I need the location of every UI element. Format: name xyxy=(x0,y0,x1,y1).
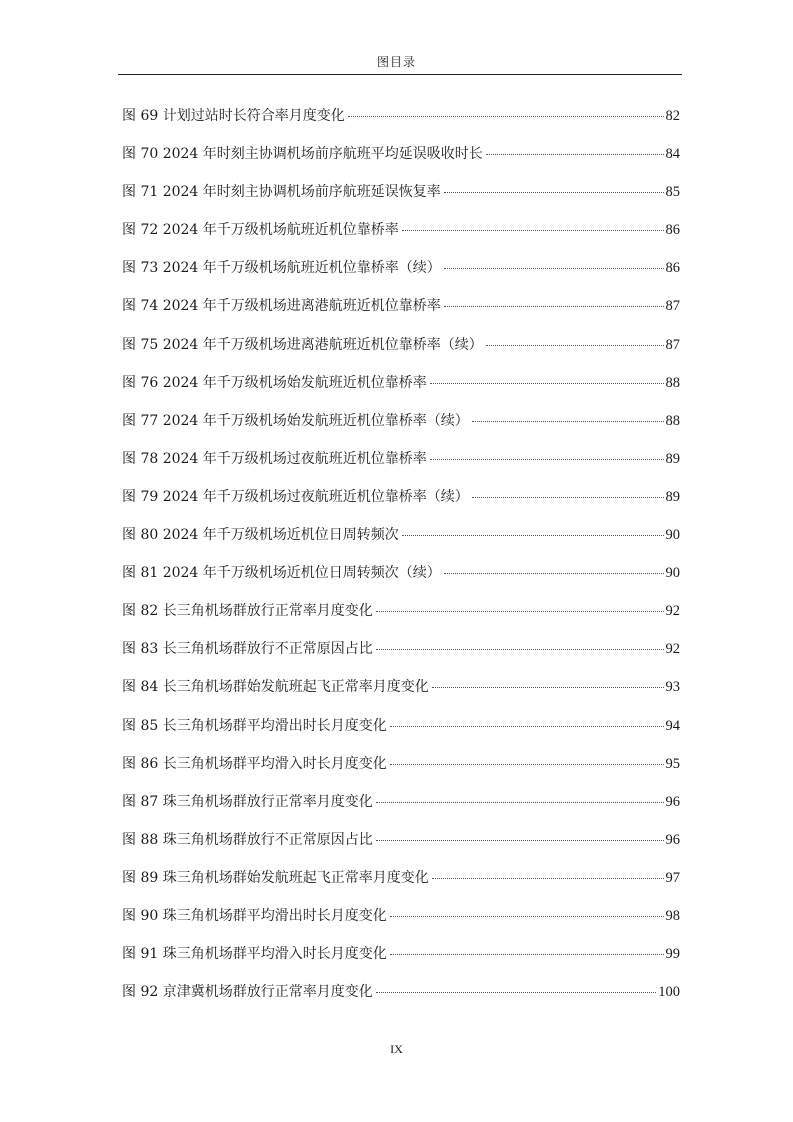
dot-leader xyxy=(376,840,664,841)
toc-entry-label: 图 73 2024 年千万级机场航班近机位靠桥率（续） xyxy=(122,260,441,277)
toc-entry-page: 84 xyxy=(665,146,680,163)
toc-entry[interactable] xyxy=(122,979,680,1017)
toc-entry-label: 图 71 2024 年时刻主协调机场前序航班延误恢复率 xyxy=(122,184,441,201)
dot-leader xyxy=(430,459,664,460)
toc-entry[interactable] xyxy=(122,179,680,217)
toc-entry-label: 图 86 长三角机场群平均滑入时长月度变化 xyxy=(122,755,387,772)
toc-entry-page: 94 xyxy=(665,717,680,734)
toc-entry[interactable] xyxy=(122,941,680,979)
dot-leader xyxy=(376,649,664,650)
toc-entry-page: 88 xyxy=(665,374,680,391)
toc-entry[interactable] xyxy=(122,141,680,179)
dot-leader xyxy=(376,611,664,612)
toc-entry-page: 95 xyxy=(665,755,680,772)
toc-entry-page: 87 xyxy=(665,298,680,315)
dot-leader xyxy=(348,116,664,117)
toc-entry[interactable] xyxy=(122,789,680,827)
toc-entry[interactable] xyxy=(122,674,680,712)
toc-entry-page: 98 xyxy=(665,907,680,924)
toc-entry-page: 96 xyxy=(665,831,680,848)
toc-entry[interactable] xyxy=(122,598,680,636)
toc-entry-page: 89 xyxy=(665,450,680,467)
dot-leader xyxy=(444,573,664,574)
toc-entry-label: 图 81 2024 年千万级机场近机位日周转频次（续） xyxy=(122,565,441,582)
toc-entry-page: 85 xyxy=(665,184,680,201)
toc-entry-label: 图 69 计划过站时长符合率月度变化 xyxy=(122,108,345,124)
toc-entry-label: 图 83 长三角机场群放行不正常原因占比 xyxy=(122,641,373,658)
toc-entry-label: 图 90 珠三角机场群平均滑出时长月度变化 xyxy=(122,907,387,924)
toc-entry-label: 图 91 珠三角机场群平均滑入时长月度变化 xyxy=(122,946,387,963)
figure-toc-list xyxy=(122,103,680,1017)
dot-leader xyxy=(390,954,664,955)
toc-entry-label: 图 75 2024 年千万级机场进离港航班近机位靠桥率（续） xyxy=(122,336,483,353)
dot-leader xyxy=(390,916,664,917)
dot-leader xyxy=(472,421,664,422)
toc-entry[interactable] xyxy=(122,636,680,674)
header-divider xyxy=(118,74,682,75)
toc-entry[interactable] xyxy=(122,560,680,598)
toc-entry-page: 88 xyxy=(665,412,680,429)
toc-entry[interactable] xyxy=(122,217,680,255)
toc-entry-page: 92 xyxy=(665,603,680,620)
toc-entry-page: 82 xyxy=(665,108,680,124)
page-number: IX xyxy=(390,1042,403,1056)
toc-entry-page: 96 xyxy=(665,793,680,810)
toc-entry[interactable] xyxy=(122,903,680,941)
toc-entry-page: 99 xyxy=(665,946,680,963)
dot-leader xyxy=(402,230,664,231)
toc-entry[interactable] xyxy=(122,370,680,408)
toc-entry[interactable] xyxy=(122,713,680,751)
dot-leader xyxy=(390,726,664,727)
toc-entry-label: 图 70 2024 年时刻主协调机场前序航班平均延误吸收时长 xyxy=(122,146,483,163)
toc-entry-label: 图 72 2024 年千万级机场航班近机位靠桥率 xyxy=(122,222,399,239)
toc-entry-page: 90 xyxy=(665,565,680,582)
toc-entry[interactable] xyxy=(122,408,680,446)
dot-leader xyxy=(432,878,664,879)
toc-entry-label: 图 89 珠三角机场群始发航班起飞正常率月度变化 xyxy=(122,869,429,886)
dot-leader xyxy=(486,345,664,346)
toc-entry-label: 图 84 长三角机场群始发航班起飞正常率月度变化 xyxy=(122,679,429,696)
dot-leader xyxy=(444,268,664,269)
toc-entry[interactable] xyxy=(122,827,680,865)
dot-leader xyxy=(376,802,664,803)
toc-entry-page: 90 xyxy=(665,527,680,544)
toc-entry[interactable] xyxy=(122,332,680,370)
toc-entry-page: 100 xyxy=(658,984,680,1001)
toc-entry-label: 图 78 2024 年千万级机场过夜航班近机位靠桥率 xyxy=(122,450,427,467)
toc-entry[interactable] xyxy=(122,446,680,484)
toc-entry[interactable] xyxy=(122,103,680,141)
toc-entry-label: 图 79 2024 年千万级机场过夜航班近机位靠桥率（续） xyxy=(122,488,469,505)
dot-leader xyxy=(402,535,664,536)
dot-leader xyxy=(444,306,664,307)
dot-leader xyxy=(432,687,664,688)
toc-entry[interactable] xyxy=(122,522,680,560)
toc-entry-label: 图 77 2024 年千万级机场始发航班近机位靠桥率（续） xyxy=(122,412,469,429)
toc-entry[interactable] xyxy=(122,751,680,789)
dot-leader xyxy=(390,764,664,765)
toc-entry-label: 图 85 长三角机场群平均滑出时长月度变化 xyxy=(122,717,387,734)
dot-leader xyxy=(430,383,664,384)
toc-entry-page: 97 xyxy=(665,869,680,886)
dot-leader xyxy=(472,497,664,498)
toc-entry-page: 89 xyxy=(665,488,680,505)
dot-leader xyxy=(444,192,664,193)
toc-entry[interactable] xyxy=(122,255,680,293)
toc-entry-page: 87 xyxy=(665,336,680,353)
dot-leader xyxy=(486,154,664,155)
toc-entry[interactable] xyxy=(122,293,680,331)
toc-entry-page: 92 xyxy=(665,641,680,658)
toc-entry-page: 86 xyxy=(665,222,680,239)
dot-leader xyxy=(376,992,657,993)
toc-entry-label: 图 87 珠三角机场群放行正常率月度变化 xyxy=(122,793,373,810)
toc-entry-label: 图 82 长三角机场群放行正常率月度变化 xyxy=(122,603,373,620)
toc-entry-label: 图 80 2024 年千万级机场近机位日周转频次 xyxy=(122,527,399,544)
toc-entry-page: 86 xyxy=(665,260,680,277)
toc-entry-label: 图 76 2024 年千万级机场始发航班近机位靠桥率 xyxy=(122,374,427,391)
toc-entry[interactable] xyxy=(122,484,680,522)
toc-entry-page: 93 xyxy=(665,679,680,696)
toc-entry[interactable] xyxy=(122,865,680,903)
running-header-title: 图目录 xyxy=(376,55,416,69)
toc-entry-label: 图 88 珠三角机场群放行不正常原因占比 xyxy=(122,831,373,848)
toc-entry-label: 图 74 2024 年千万级机场进离港航班近机位靠桥率 xyxy=(122,298,441,315)
toc-entry-label: 图 92 京津冀机场群放行正常率月度变化 xyxy=(122,984,373,1001)
